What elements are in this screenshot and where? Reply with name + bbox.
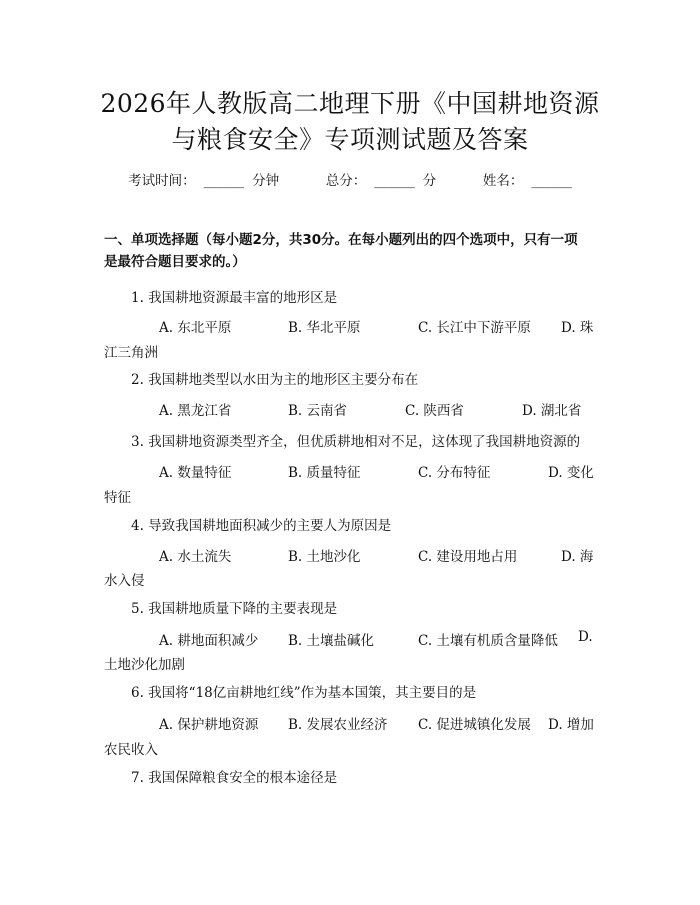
question-4-stem: 4. 导致我国耕地面积减少的主要人为原因是 <box>131 518 392 534</box>
question-1-option-c: C. 长江中下游平原 <box>418 320 531 336</box>
question-4-option-a: A. 水土流失 <box>159 549 232 565</box>
question-4-option-b: B. 土地沙化 <box>288 549 361 565</box>
question-1-option-a: A. 东北平原 <box>159 320 232 336</box>
time-blank: ______ <box>203 173 245 189</box>
question-2-option-d: D. 湖北省 <box>522 403 582 419</box>
question-5-option-c: C. 土壤有机质含量降低 <box>418 633 558 649</box>
question-5-stem: 5. 我国耕地质量下降的主要表现是 <box>131 601 338 617</box>
time-unit: 分钟 <box>252 173 280 189</box>
question-1-option-d-continuation: 江三角洲 <box>104 345 158 361</box>
exam-info-row <box>0 169 700 189</box>
question-5-option-b: B. 土壤盐碱化 <box>288 633 375 649</box>
question-3-option-d-continuation: 特征 <box>104 490 131 506</box>
page-title-line-1: 2026年人教版高二地理下册《中国耕地资源 <box>100 89 600 118</box>
section-heading-line-1: 一、单项选择题（每小题2分，共30分。在每小题列出的四个选项中，只有一项 <box>104 232 578 248</box>
page-title-line-2: 与粮食安全》专项测试题及答案 <box>171 125 529 154</box>
question-6-stem: 6. 我国将“18亿亩耕地红线”作为基本国策，其主要目的是 <box>131 685 477 701</box>
question-3-option-d: D. 变化 <box>548 465 594 481</box>
section-heading-line-2: 是最符合题目要求的。） <box>104 254 246 270</box>
question-3-stem: 3. 我国耕地资源类型齐全，但优质耕地相对不足，这体现了我国耕地资源的 <box>131 434 581 450</box>
question-4-option-d-continuation: 水入侵 <box>104 573 145 589</box>
question-6-option-b: B. 发展农业经济 <box>288 717 388 733</box>
question-4-option-d: D. 海 <box>561 549 594 565</box>
question-1-option-b: B. 华北平原 <box>288 320 361 336</box>
question-5-option-a: A. 耕地面积减少 <box>159 633 259 649</box>
name-label: 姓名： <box>482 173 524 189</box>
question-6-option-c: C. 促进城镇化发展 <box>418 717 531 733</box>
score-blank: ______ <box>374 173 415 189</box>
question-2-stem: 2. 我国耕地类型以水田为主的地形区主要分布在 <box>131 372 419 388</box>
question-5-option-d-continuation: 土地沙化加剧 <box>104 657 185 673</box>
question-3-option-b: B. 质量特征 <box>288 465 361 481</box>
question-3-option-c: C. 分布特征 <box>418 465 491 481</box>
score-unit: 分 <box>422 173 437 189</box>
question-1-stem: 1. 我国耕地资源最丰富的地形区是 <box>131 290 338 306</box>
question-6-option-d: D. 增加 <box>548 717 594 733</box>
question-6-option-a: A. 保护耕地资源 <box>159 717 259 733</box>
question-1-option-d: D. 珠 <box>561 320 594 336</box>
question-5-option-d: D. <box>578 629 593 645</box>
question-2-option-a: A. 黑龙江省 <box>159 403 232 419</box>
time-label: 考试时间： <box>128 173 196 189</box>
question-6-option-d-continuation: 农民收入 <box>104 742 158 758</box>
question-3-option-a: A. 数量特征 <box>159 465 232 481</box>
question-7-stem: 7. 我国保障粮食安全的根本途径是 <box>131 770 338 786</box>
question-4-option-c: C. 建设用地占用 <box>418 549 518 565</box>
score-label: 总分： <box>325 173 367 189</box>
question-2-option-b: B. 云南省 <box>288 403 348 419</box>
name-blank: ______ <box>531 173 572 189</box>
question-2-option-c: C. 陕西省 <box>405 403 464 419</box>
